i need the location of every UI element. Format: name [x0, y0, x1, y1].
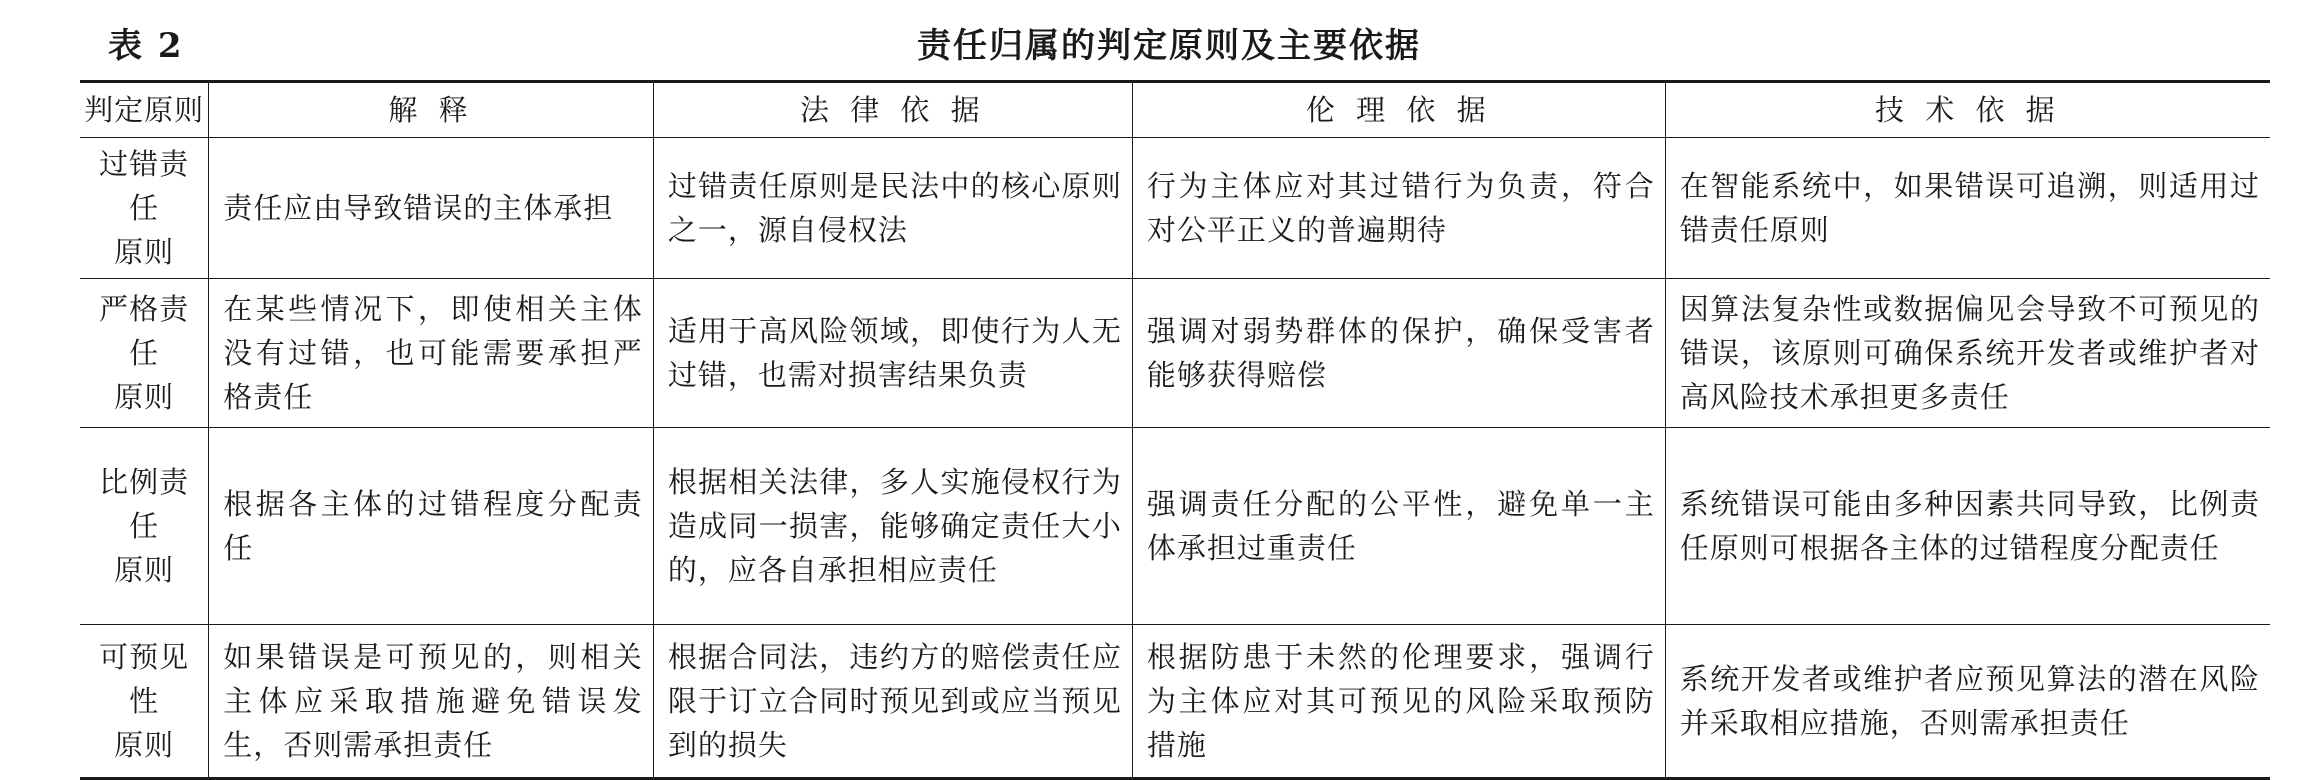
principle-name-line1: 比例责任: [99, 465, 190, 543]
technical-basis-cell: 因算法复杂性或数据偏见会导致不可预见的错误，该原则可确保系统开发者或维护者对高风险技术承担更多责任: [1665, 279, 2270, 428]
ethical-basis-cell: 强调责任分配的公平性，避免单一主体承担过重责任: [1132, 428, 1665, 625]
technical-basis-cell: 系统错误可能由多种因素共同导致，比例责任原则可根据各主体的过错程度分配责任: [1665, 428, 2270, 625]
column-header-explanation: 解 释: [209, 82, 654, 138]
principle-cell: [80, 138, 209, 279]
principle-cell: [80, 625, 209, 779]
ethical-basis-cell: 行为主体应对其过错行为负责，符合对公平正义的普遍期待: [1132, 138, 1665, 279]
technical-basis-cell: 系统开发者或维护者应预见算法的潜在风险并采取相应措施，否则需承担责任: [1665, 625, 2270, 779]
table-row: [80, 428, 2270, 625]
column-header-principle: 判定原则: [80, 82, 209, 138]
table-header: [0, 0, 2298, 75]
principle-name-line2: 原则: [114, 235, 175, 269]
explanation-cell: 责任应由导致错误的主体承担: [209, 138, 654, 279]
principle-name-line2: 原则: [114, 728, 175, 762]
legal-basis-cell: 适用于高风险领域，即使行为人无过错，也需对损害结果负责: [653, 279, 1132, 428]
explanation-cell: 根据各主体的过错程度分配责任: [209, 428, 654, 625]
column-header-ethical-basis: 伦 理 依 据: [1132, 82, 1665, 138]
table-title: 责任归属的判定原则及主要依据: [917, 26, 1421, 66]
principle-cell: [80, 279, 209, 428]
ethical-basis-cell: 强调对弱势群体的保护，确保受害者能够获得赔偿: [1132, 279, 1665, 428]
table-header-row: [80, 82, 2270, 138]
legal-basis-cell: 根据相关法律，多人实施侵权行为造成同一损害，能够确定责任大小的，应各自承担相应责任: [653, 428, 1132, 625]
principle-cell: [80, 428, 209, 625]
column-header-technical-basis: 技 术 依 据: [1665, 82, 2270, 138]
table-label: 表 2: [108, 26, 184, 66]
explanation-cell: 如果错误是可预见的，则相关主体应采取措施避免错误发生，否则需承担责任: [209, 625, 654, 779]
principle-name-line2: 原则: [114, 380, 175, 414]
table-row: [80, 138, 2270, 279]
ethical-basis-cell: 根据防患于未然的伦理要求，强调行为主体应对其可预见的风险采取预防措施: [1132, 625, 1665, 779]
principle-name-line2: 原则: [114, 553, 175, 587]
principle-name-line1: 可预见性: [99, 640, 190, 718]
principle-name-line1: 过错责任: [99, 147, 190, 225]
explanation-cell: 在某些情况下，即使相关主体没有过错，也可能需要承担严格责任: [209, 279, 654, 428]
principle-name-line1: 严格责任: [99, 292, 190, 370]
table-row: [80, 279, 2270, 428]
table-row: [80, 625, 2270, 779]
technical-basis-cell: 在智能系统中，如果错误可追溯，则适用过错责任原则: [1665, 138, 2270, 279]
column-header-legal-basis: 法 律 依 据: [653, 82, 1132, 138]
legal-basis-cell: 过错责任原则是民法中的核心原则之一，源自侵权法: [653, 138, 1132, 279]
responsibility-principles-table: [80, 80, 2270, 780]
legal-basis-cell: 根据合同法，违约方的赔偿责任应限于订立合同时预见到或应当预见到的损失: [653, 625, 1132, 779]
